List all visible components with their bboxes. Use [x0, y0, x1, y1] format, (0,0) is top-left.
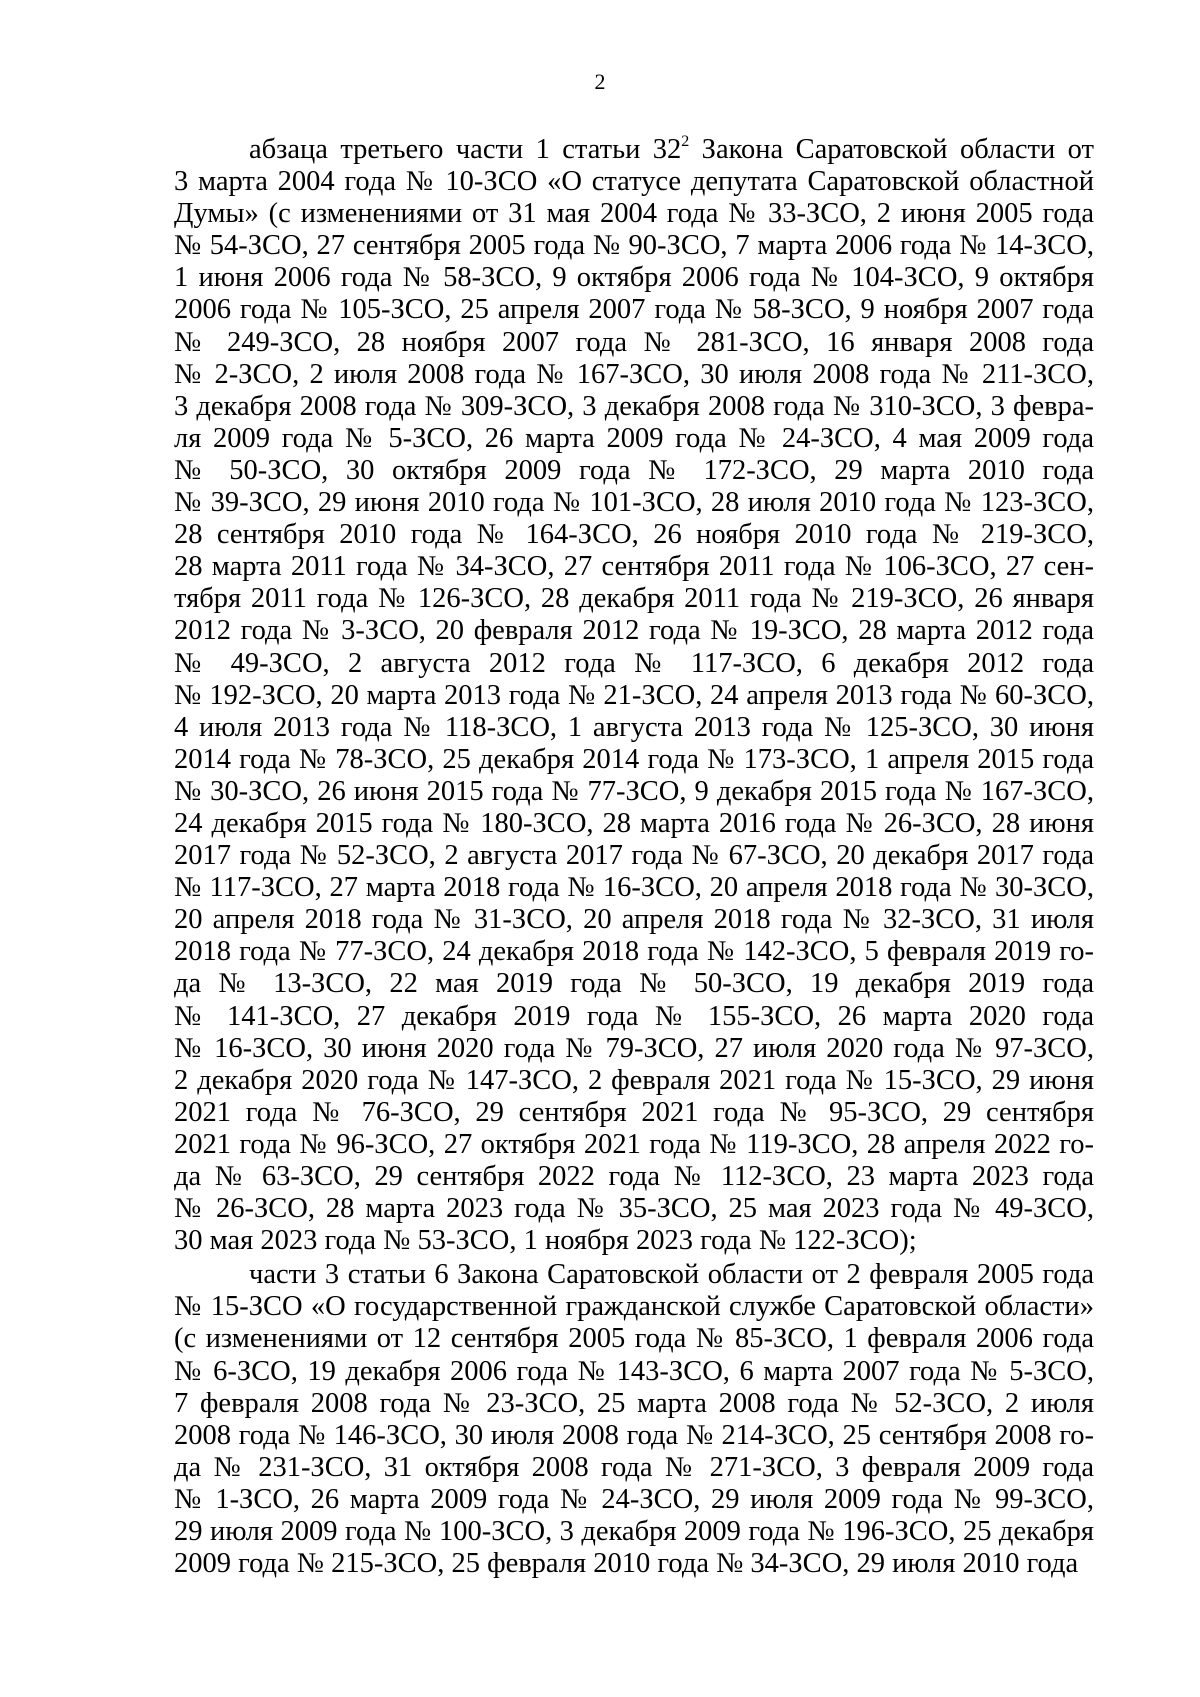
paragraph-1-line: № 26-ЗСО, 28 марта 2023 года № 35-ЗСО, 25 мая 2023 года № 49-ЗСО, [174, 1193, 1094, 1225]
paragraph-1-line: тября 2011 года № 126-ЗСО, 28 декабря 2011 года № 219-ЗСО, 26 января [174, 583, 1094, 615]
paragraph-1-line: ля 2009 года № 5-ЗСО, 26 марта 2009 года № 24-ЗСО, 4 мая 2009 года [174, 422, 1094, 454]
paragraph-2-line: № 6-ЗСО, 19 декабря 2006 года № 143-ЗСО, 6 марта 2007 года № 5-ЗСО, [174, 1355, 1094, 1387]
paragraph-1-line: 2021 года № 76-ЗСО, 29 сентября 2021 года № 95-ЗСО, 29 сентября [174, 1096, 1094, 1128]
paragraph-1-line-text: Закона Саратовской области от [689, 134, 1094, 165]
paragraph-1-line: № 49-ЗСО, 2 августа 2012 года № 117-ЗСО, 6 декабря 2012 года [174, 647, 1094, 679]
paragraph-1-line: № 192-ЗСО, 20 марта 2013 года № 21-ЗСО, 24 апреля 2013 года № 60-ЗСО, [174, 679, 1094, 711]
paragraph-1-line: 28 марта 2011 года № 34-ЗСО, 27 сентября 2011 года № 106-ЗСО, 27 сен- [174, 551, 1094, 583]
paragraph-1-line: да № 63-ЗСО, 29 сентября 2022 года № 112-ЗСО, 23 марта 2023 года [174, 1161, 1094, 1192]
paragraph-2-line: 7 февраля 2008 года № 23-ЗСО, 25 марта 2008 года № 52-ЗСО, 2 июля [174, 1387, 1094, 1419]
paragraph-2-line: да № 231-ЗСО, 31 октября 2008 года № 271-ЗСО, 3 февраля 2009 года [174, 1451, 1094, 1483]
paragraph-1-lines [174, 166, 1094, 1257]
paragraph-1-line: № 2-ЗСО, 2 июля 2008 года № 167-ЗСО, 30 июля 2008 года № 211-ЗСО, [174, 358, 1094, 390]
paragraph-2-lines [174, 1259, 1094, 1580]
paragraph-1-line: № 54-ЗСО, 27 сентября 2005 года № 90-ЗСО, 7 марта 2006 года № 14-ЗСО, [174, 230, 1094, 262]
paragraph-1-line: Думы» (с изменениями от 31 мая 2004 года № 33-ЗСО, 2 июня 2005 года [174, 198, 1094, 230]
paragraph-1-line: 1 июня 2006 года № 58-ЗСО, 9 октября 2006 года № 104-ЗСО, 9 октября [174, 262, 1094, 294]
paragraph-1-line: 2006 года № 105-ЗСО, 25 апреля 2007 года № 58-ЗСО, 9 ноября 2007 года [174, 294, 1094, 326]
paragraph-2-line: № 1-ЗСО, 26 марта 2009 года № 24-ЗСО, 29 июля 2009 года № 99-ЗСО, [174, 1483, 1094, 1515]
paragraph-1-line: 2021 года № 96-ЗСО, 27 октября 2021 года № 119-ЗСО, 28 апреля 2022 го- [174, 1128, 1094, 1160]
page-number: 2 [594, 69, 606, 94]
paragraph-1-line: 2018 года № 77-ЗСО, 24 декабря 2018 года № 142-ЗСО, 5 февраля 2019 го- [174, 936, 1094, 968]
paragraph-1-line: 2012 года № 3-ЗСО, 20 февраля 2012 года № 19-ЗСО, 28 марта 2012 года [174, 615, 1094, 647]
paragraph-2-line: (с изменениями от 12 сентября 2005 года № 85-ЗСО, 1 февраля 2006 года [174, 1323, 1094, 1355]
paragraph-1-line: № 30-ЗСО, 26 июня 2015 года № 77-ЗСО, 9 декабря 2015 года № 167-ЗСО, [174, 775, 1094, 807]
article-superscript: 2 [681, 133, 690, 150]
paragraph-1-line: да № 13-ЗСО, 22 мая 2019 года № 50-ЗСО, 19 декабря 2019 года [174, 968, 1094, 1000]
paragraph-1-line: 3 декабря 2008 года № 309-ЗСО, 3 декабря 2008 года № 310-ЗСО, 3 февра- [174, 390, 1094, 422]
paragraph-1-line: № 117-ЗСО, 27 марта 2018 года № 16-ЗСО, 20 апреля 2018 года № 30-ЗСО, [174, 872, 1094, 904]
paragraph-1-line: № 249-ЗСО, 28 ноября 2007 года № 281-ЗСО, 16 января 2008 года [174, 326, 1094, 358]
paragraph-1-line: № 39-ЗСО, 29 июня 2010 года № 101-ЗСО, 28 июля 2010 года № 123-ЗСО, [174, 487, 1094, 519]
paragraph-1-line: № 50-ЗСО, 30 октября 2009 года № 172-ЗСО, 29 марта 2010 года [174, 454, 1094, 486]
document-body [174, 134, 1094, 1580]
paragraph-1-line: 2 декабря 2020 года № 147-ЗСО, 2 февраля 2021 года № 15-ЗСО, 29 июня [174, 1064, 1094, 1096]
paragraph-1-line: 24 декабря 2015 года № 180-ЗСО, 28 марта 2016 года № 26-ЗСО, 28 июня [174, 807, 1094, 839]
paragraph-1-line: 2014 года № 78-ЗСО, 25 декабря 2014 года № 173-ЗСО, 1 апреля 2015 года [174, 743, 1094, 775]
paragraph-2-line: № 15-ЗСО «О государственной гражданской службе Саратовской области» [174, 1291, 1094, 1323]
paragraph-1-line: 4 июля 2013 года № 118-ЗСО, 1 августа 2013 года № 125-ЗСО, 30 июня [174, 711, 1094, 743]
paragraph-1-line: № 16-ЗСО, 30 июня 2020 года № 79-ЗСО, 27 июля 2020 года № 97-ЗСО, [174, 1032, 1094, 1064]
paragraph-1-line: 2017 года № 52-ЗСО, 2 августа 2017 года № 67-ЗСО, 20 декабря 2017 года [174, 840, 1094, 872]
paragraph-1-line: 20 апреля 2018 года № 31-ЗСО, 20 апреля 2018 года № 32-ЗСО, 31 июля [174, 904, 1094, 936]
paragraph-1-line: № 141-ЗСО, 27 декабря 2019 года № 155-ЗСО, 26 марта 2020 года [174, 1000, 1094, 1032]
paragraph-2-line: части 3 статьи 6 Закона Саратовской области от 2 февраля 2005 года [249, 1259, 1094, 1291]
paragraph-2-line: 2009 года № 215-ЗСО, 25 февраля 2010 года № 34-ЗСО, 29 июля 2010 года [174, 1548, 1079, 1580]
paragraph-1-line-text: абзаца третьего части 1 статьи 32 [249, 134, 682, 165]
paragraph-2-line: 29 июля 2009 года № 100-ЗСО, 3 декабря 2009 года № 196-ЗСО, 25 декабря [174, 1516, 1094, 1548]
paragraph-2-line: 2008 года № 146-ЗСО, 30 июля 2008 года № 214-ЗСО, 25 сентября 2008 го- [174, 1419, 1094, 1451]
paragraph-1-line: 30 мая 2023 года № 53-ЗСО, 1 ноября 2023 года № 122-ЗСО); [174, 1225, 917, 1257]
paragraph-1-line: 28 сентября 2010 года № 164-ЗСО, 26 ноября 2010 года № 219-ЗСО, [174, 519, 1094, 551]
paragraph-1-line: 3 марта 2004 года № 10-ЗСО «О статусе депутата Саратовской областной [174, 166, 1094, 198]
paragraph-1-first-line [174, 134, 1094, 166]
